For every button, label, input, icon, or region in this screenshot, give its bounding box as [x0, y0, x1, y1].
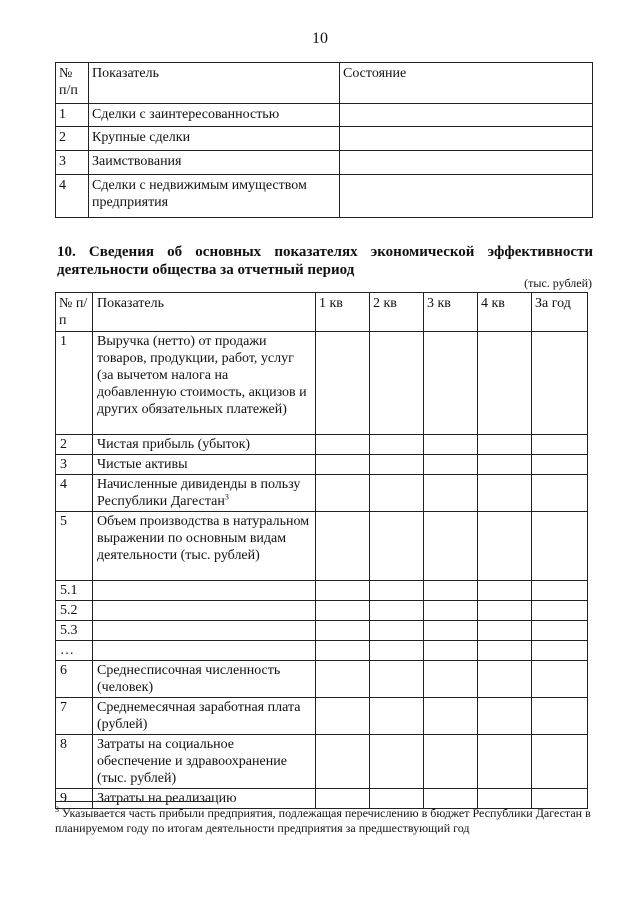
row-q4-cell — [478, 455, 532, 475]
row-num: 5.2 — [56, 601, 93, 621]
row-indicator — [93, 621, 316, 641]
row-q3-cell — [424, 435, 478, 455]
row-q2-cell — [370, 621, 424, 641]
table-row — [56, 151, 593, 175]
row-indicator: Среднесписочная численность (человек) — [93, 661, 316, 698]
row-q1-cell — [316, 435, 370, 455]
row-indicator: Затраты на социальное обеспечение и здравоохранение (тыс. рублей) — [93, 735, 316, 789]
table-row — [56, 735, 588, 789]
row-indicator: Сделки с недвижимым имуществом предприятия — [89, 175, 340, 218]
row-indicator-text: Начисленные дивиденды в пользу Республики Дагестан — [97, 477, 301, 509]
row-q1-cell — [316, 621, 370, 641]
efficiency-table — [55, 292, 588, 809]
row-q2-cell — [370, 332, 424, 435]
table-row — [56, 601, 588, 621]
row-year-cell — [532, 621, 588, 641]
row-q1-cell — [316, 661, 370, 698]
row-indicator: Объем производства в натуральном выражении по основным видам деятельности (тыс. рублей) — [93, 512, 316, 581]
row-q2-cell — [370, 435, 424, 455]
row-num: 3 — [56, 455, 93, 475]
row-year-cell — [532, 601, 588, 621]
row-q4-cell — [478, 621, 532, 641]
header-state: Состояние — [340, 63, 593, 104]
row-num: 1 — [56, 104, 89, 127]
row-state — [340, 127, 593, 151]
table-header-row — [56, 293, 588, 332]
row-num: … — [56, 641, 93, 661]
transactions-table — [55, 62, 593, 218]
row-year-cell — [532, 735, 588, 789]
row-q4-cell — [478, 601, 532, 621]
row-state — [340, 104, 593, 127]
row-q4-cell — [478, 581, 532, 601]
header-q4: 4 кв — [478, 293, 532, 332]
footnote-divider — [55, 801, 213, 802]
row-q4-cell — [478, 735, 532, 789]
row-indicator: Сделки с заинтересованностью — [89, 104, 340, 127]
footnote — [55, 806, 595, 836]
row-q3-cell — [424, 735, 478, 789]
row-num: 8 — [56, 735, 93, 789]
row-q1-cell — [316, 581, 370, 601]
row-q1-cell — [316, 735, 370, 789]
row-q2-cell — [370, 601, 424, 621]
row-q3-cell — [424, 698, 478, 735]
row-state — [340, 175, 593, 218]
row-num: 2 — [56, 435, 93, 455]
row-q1-cell — [316, 455, 370, 475]
row-num: 1 — [56, 332, 93, 435]
row-num: 5 — [56, 512, 93, 581]
row-indicator: Крупные сделки — [89, 127, 340, 151]
header-year: За год — [532, 293, 588, 332]
table-row — [56, 332, 588, 435]
row-q3-cell — [424, 512, 478, 581]
row-num: 6 — [56, 661, 93, 698]
table-row — [56, 661, 588, 698]
header-indicator: Показатель — [93, 293, 316, 332]
row-q2-cell — [370, 641, 424, 661]
row-num: 5.3 — [56, 621, 93, 641]
row-q2-cell — [370, 475, 424, 512]
row-indicator: Чистые активы — [93, 455, 316, 475]
row-q4-cell — [478, 435, 532, 455]
page-number: 10 — [312, 30, 328, 47]
table-row — [56, 475, 588, 512]
row-q4-cell — [478, 512, 532, 581]
header-num: № п/п — [56, 63, 89, 104]
table-row — [56, 641, 588, 661]
row-num: 3 — [56, 151, 89, 175]
row-indicator: Среднемесячная заработная плата (рублей) — [93, 698, 316, 735]
row-indicator: Чистая прибыль (убыток) — [93, 435, 316, 455]
table-row — [56, 435, 588, 455]
row-q2-cell — [370, 698, 424, 735]
row-num: 7 — [56, 698, 93, 735]
header-q2: 2 кв — [370, 293, 424, 332]
row-q3-cell — [424, 455, 478, 475]
row-q2-cell — [370, 735, 424, 789]
row-num: 2 — [56, 127, 89, 151]
row-q1-cell — [316, 332, 370, 435]
row-q1-cell — [316, 698, 370, 735]
row-indicator: Затраты на реализацию — [93, 789, 316, 809]
row-num: 9 — [56, 789, 93, 809]
table-row — [56, 621, 588, 641]
row-indicator — [93, 641, 316, 661]
row-year-cell — [532, 581, 588, 601]
table-row — [56, 127, 593, 151]
row-q3-cell — [424, 621, 478, 641]
row-indicator: Выручка (нетто) от продажи товаров, продукции, работ, услуг (за вычетом налога на добавленную стоимость, акцизов и других обязательных платежей) — [93, 332, 316, 435]
section-heading: 10. Сведения об основных показателях экономической эффективности деятельности общества за отчетный период — [57, 244, 593, 278]
row-q4-cell — [478, 475, 532, 512]
row-q2-cell — [370, 581, 424, 601]
row-indicator — [93, 601, 316, 621]
row-year-cell — [532, 435, 588, 455]
row-q2-cell — [370, 512, 424, 581]
row-year-cell — [532, 332, 588, 435]
row-q4-cell — [478, 332, 532, 435]
row-indicator: Заимствования — [89, 151, 340, 175]
row-state — [340, 151, 593, 175]
row-year-cell — [532, 512, 588, 581]
row-year-cell — [532, 475, 588, 512]
row-indicator — [93, 581, 316, 601]
row-year-cell — [532, 661, 588, 698]
row-q3-cell — [424, 641, 478, 661]
table-row — [56, 175, 593, 218]
header-indicator: Показатель — [89, 63, 340, 104]
table-header-row — [56, 63, 593, 104]
row-q1-cell — [316, 601, 370, 621]
table-row — [56, 581, 588, 601]
row-q1-cell — [316, 641, 370, 661]
row-year-cell — [532, 698, 588, 735]
row-q1-cell — [316, 512, 370, 581]
row-q3-cell — [424, 475, 478, 512]
row-year-cell — [532, 641, 588, 661]
row-q3-cell — [424, 332, 478, 435]
unit-note: (тыс. рублей) — [524, 276, 592, 290]
table-row — [56, 698, 588, 735]
row-num: 4 — [56, 475, 93, 512]
row-q2-cell — [370, 661, 424, 698]
footnote-marker: 3 — [55, 805, 59, 814]
row-q3-cell — [424, 601, 478, 621]
header-q3: 3 кв — [424, 293, 478, 332]
row-q1-cell — [316, 475, 370, 512]
row-q3-cell — [424, 581, 478, 601]
row-q4-cell — [478, 641, 532, 661]
row-q4-cell — [478, 698, 532, 735]
footnote-text: Указывается часть прибыли предприятия, подлежащая перечислению в бюджет Республики Дагестан в планируемом году по итогам деятельности предприятия за предшествующий год — [55, 806, 591, 835]
table-row — [56, 455, 588, 475]
header-q1: 1 кв — [316, 293, 370, 332]
row-indicator — [93, 475, 316, 512]
table-row — [56, 104, 593, 127]
header-num: № п/п — [56, 293, 93, 332]
row-q3-cell — [424, 661, 478, 698]
row-num: 5.1 — [56, 581, 93, 601]
footnote-ref: 3 — [224, 492, 229, 502]
row-q4-cell — [478, 661, 532, 698]
row-year-cell — [532, 455, 588, 475]
table-row — [56, 512, 588, 581]
row-num: 4 — [56, 175, 89, 218]
row-q2-cell — [370, 455, 424, 475]
